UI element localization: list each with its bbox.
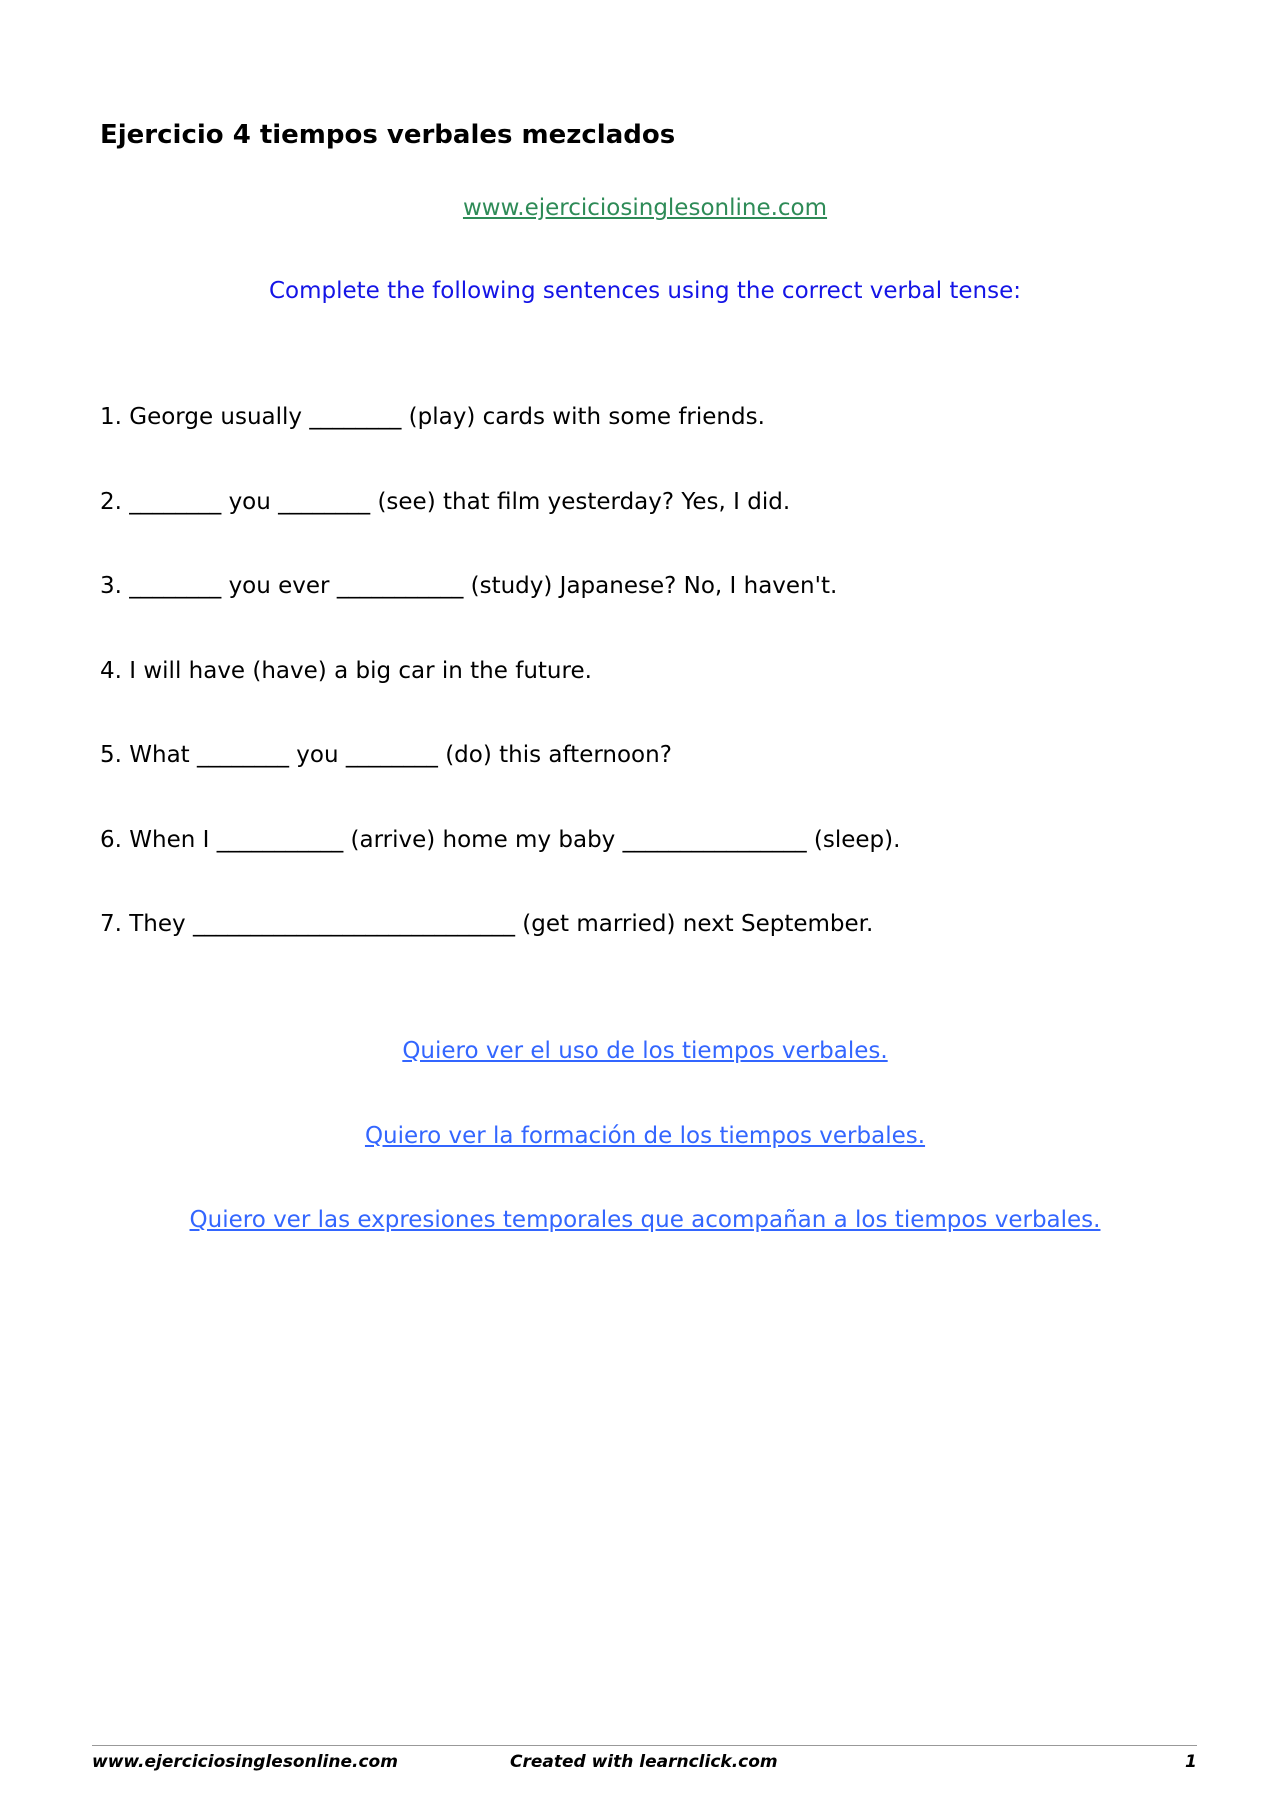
page-number: 1 xyxy=(1185,1752,1197,1772)
reference-links xyxy=(0,1036,1280,1290)
footer-divider xyxy=(92,1745,1197,1746)
page-title: Ejercicio 4 tiempos verbales mezclados xyxy=(100,120,676,150)
sentence-5: 5. What ________ you ________ (do) this afternoon? xyxy=(100,742,672,768)
site-link-container xyxy=(0,193,1280,223)
link-formacion-tiempos-verbales[interactable]: Quiero ver la formación de los tiempos verbales. xyxy=(364,1122,926,1149)
sentence-2: 2. ________ you ________ (see) that film yesterday? Yes, I did. xyxy=(100,488,791,515)
site-link[interactable]: www.ejerciciosinglesonline.com xyxy=(462,195,828,221)
link-expresiones-temporales[interactable]: Quiero ver las expresiones temporales que acompañan a los tiempos verbales. xyxy=(189,1207,1101,1233)
footer-site: www.ejerciciosinglesonline.com xyxy=(92,1752,398,1772)
sentence-7: 7. They ____________________________ (get married) next September. xyxy=(100,911,874,937)
instructions: Complete the following sentences using the correct verbal tense: xyxy=(268,278,1022,304)
sentence-6: 6. When I ___________ (arrive) home my baby ________________ (sleep). xyxy=(100,826,901,853)
sentence-4: 4. I will have (have) a big car in the future. xyxy=(100,657,592,684)
link-uso-tiempos-verbales[interactable]: Quiero ver el uso de los tiempos verbales. xyxy=(402,1038,888,1064)
footer-credit: Created with learnclick.com xyxy=(510,1752,778,1772)
sentence-3: 3. ________ you ever ___________ (study) Japanese? No, I haven't. xyxy=(100,573,838,599)
sentence-1: 1. George usually ________ (play) cards with some friends. xyxy=(100,404,765,430)
sentence-list xyxy=(100,402,900,994)
